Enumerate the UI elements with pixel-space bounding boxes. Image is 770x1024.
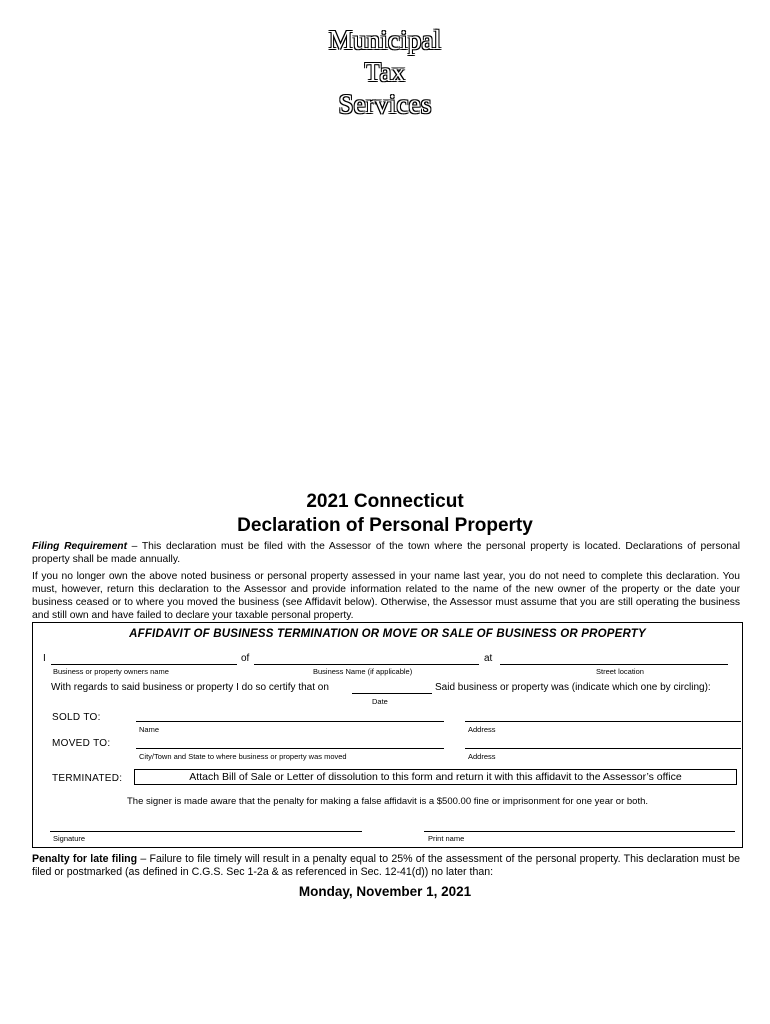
filing-requirement-paragraph xyxy=(32,540,740,566)
filing-requirement-label: Filing Requirement xyxy=(32,541,128,552)
title-line-1: 2021 Connecticut xyxy=(306,491,464,512)
late-filing-paragraph xyxy=(32,853,740,879)
caption-address-1: Address xyxy=(468,725,496,734)
date-field[interactable] xyxy=(352,693,432,694)
of-label: of xyxy=(241,653,250,664)
owner-name-field[interactable] xyxy=(51,664,237,665)
certify-text-2: Said business or property was (indicate which one by circling): xyxy=(435,682,711,693)
print-name-field[interactable] xyxy=(424,831,735,832)
caption-street-location: Street location xyxy=(596,667,644,676)
title-line-2: Declaration of Personal Property xyxy=(237,515,533,536)
caption-address-2: Address xyxy=(468,752,496,761)
false-affidavit-penalty-notice: The signer is made aware that the penalty for making a false affidavit is a $500.00 fine or imprisonment for one year or both. xyxy=(126,796,649,807)
moved-to-address-field[interactable] xyxy=(465,748,741,749)
affidavit-box xyxy=(32,622,743,848)
sold-to-name-field[interactable] xyxy=(136,721,444,722)
logo-line-2: Tax xyxy=(364,57,406,87)
i-label: I xyxy=(43,653,46,664)
caption-owner-name: Business or property owners name xyxy=(53,667,169,676)
street-location-field[interactable] xyxy=(500,664,728,665)
deadline-date: Monday, November 1, 2021 xyxy=(298,884,472,899)
logo-line-1: Municipal xyxy=(328,25,442,55)
no-longer-own-paragraph: If you no longer own the above noted business or personal property assessed in your name last year, you do not need to complete this declaration. You must, however, return this declaration to the Assessor and provide information related to the name of the new owner of the property or the date your business ceased or to where you moved the business (see Affidavit below). Otherwise, the Assessor must assume that you are still operating the business and still own and have failed to declare your taxable personal property. xyxy=(32,571,740,621)
caption-name: Name xyxy=(139,725,160,734)
certify-text: With regards to said business or property I do so certify that on xyxy=(51,682,329,693)
caption-signature: Signature xyxy=(53,834,86,843)
logo xyxy=(0,24,770,120)
moved-to-city-field[interactable] xyxy=(136,748,444,749)
at-label: at xyxy=(484,653,493,664)
affidavit-title: AFFIDAVIT OF BUSINESS TERMINATION OR MOVE OR SALE OF BUSINESS OR PROPERTY xyxy=(129,628,646,640)
sold-to-address-field[interactable] xyxy=(465,721,741,722)
moved-to-label[interactable]: MOVED TO: xyxy=(52,738,111,749)
caption-business-name: Business Name (if applicable) xyxy=(313,667,413,676)
caption-print-name: Print name xyxy=(428,834,465,843)
terminated-label[interactable]: TERMINATED: xyxy=(52,773,123,784)
document-title xyxy=(0,490,770,538)
business-name-field[interactable] xyxy=(254,664,479,665)
terminated-instruction-text: Attach Bill of Sale or Letter of dissolution to this form and return it with this affidavit to the Assessor’s office xyxy=(189,771,682,783)
logo-line-3: Services xyxy=(338,89,432,119)
caption-city: City/Town and State to where business or property was moved xyxy=(139,752,347,761)
late-filing-label: Penalty for late filing xyxy=(32,853,138,865)
caption-date: Date xyxy=(372,697,388,706)
late-filing-text: – Failure to file timely will result in a penalty equal to 25% of the assessment of the personal property. This declaration must be filed or postmarked (as defined in C.G.S. Sec 1-2a & as referenced in Sec. 12-41(d)) no later than: xyxy=(32,853,740,878)
sold-to-label[interactable]: SOLD TO: xyxy=(52,712,101,723)
terminated-instruction-box xyxy=(134,769,737,785)
signature-field[interactable] xyxy=(50,831,362,832)
filing-requirement-text: – This declaration must be filed with the Assessor of the town where the personal property is located. Declarations of personal property shall be made annually. xyxy=(32,541,740,565)
